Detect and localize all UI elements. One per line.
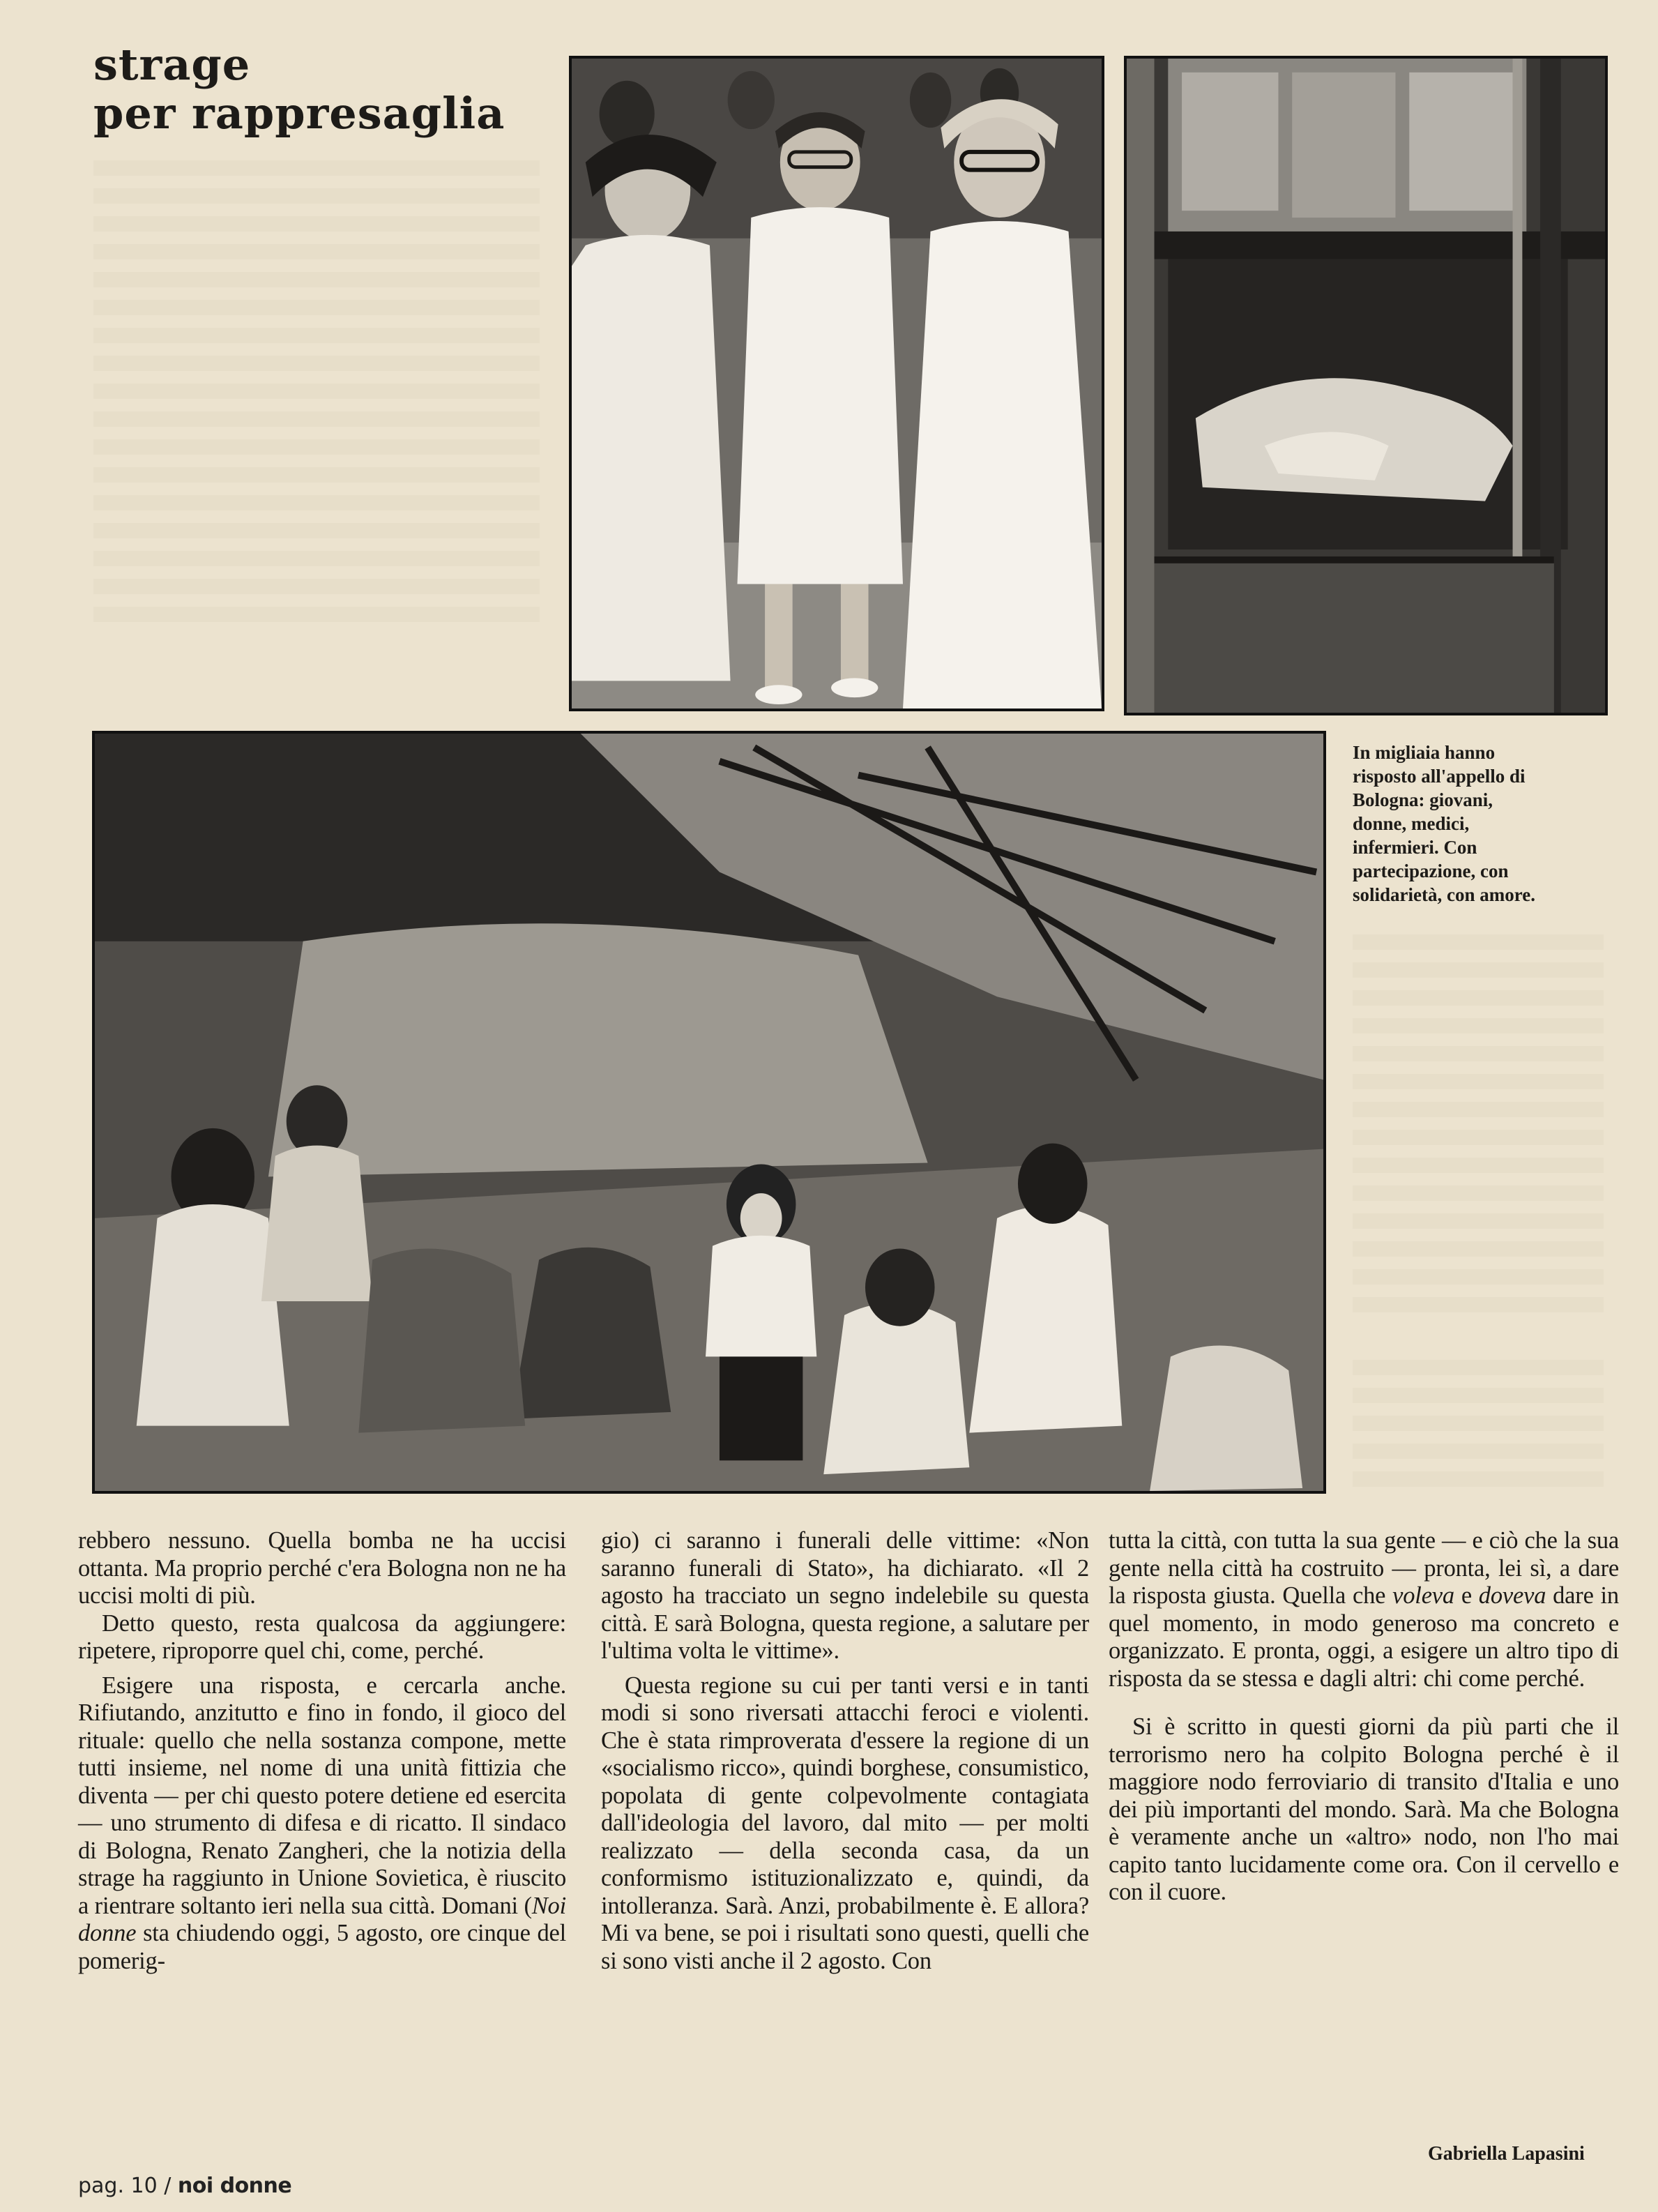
text-run: tutta la città, con tutta la sua gente — e ciò che la sua gente nella città ha costruito — pronta, lei sì, a dare la risposta giusta. Quella che [1109,1527,1619,1609]
text-run: Esigere una risposta, e cercarla anche. Rifiutando, anzitutto e fino in fondo, il gioco del rituale: quello che nella sostanza compone, mette tutti insieme, nel nome di una unità fittizia che diventa — per chi questo potere detiene ed esercita — uno strumento di difesa e di ricatto. Il sindaco di Bologna, Renato Zangheri, che la notizia della strage ha raggiunto in Unione Sovietica, è riuscito a rientrare soltanto ieri nella sua città. Domani ( [78,1672,566,1919]
caption-line: Bologna: giovani, [1353,789,1493,810]
caption-line: donne, medici, [1353,813,1470,834]
photo-caption [1353,741,1597,907]
caption-line: risposto all'appello di [1353,766,1526,787]
train-photo-art [1127,59,1605,713]
nurses-photo-art [572,59,1102,709]
italic-word: doveva [1478,1582,1546,1609]
rescue-photo-art [95,734,1323,1491]
caption-line: In migliaia hanno [1353,742,1496,763]
page-number: pag. 10 / [78,2174,172,2198]
paragraph [1109,1527,1619,1692]
page-footer [78,2174,291,2198]
nurses-photo [569,56,1104,711]
text-run: e [1454,1582,1479,1609]
show-through-right [1353,934,1604,1318]
paragraph: Questa regione su cui per tanti versi e in tanti modi si sono riversati attacchi feroci e violenti. Che è stata rimproverata d'essere la regione di un «socialismo ricco», quindi borghese, consumistico, popolata di gente colpevolmente contagiata dall'ideologia del lavoro, dal mito — per molti realizzato — della seconda casa, da un conformismo istituzionalizzato e, quindi, da intolleranza. Sarà. Anzi, probabilmente è. E allora? Mi va bene, se poi i risultati sono questi, quelli che si sono visti anche il 2 agosto. Con [601,1672,1089,1974]
caption-line: partecipazione, con [1353,861,1509,881]
paragraph: Si è scritto in questi giorni da più parti che il terrorismo nero ha colpito Bologna perché è il maggiore nodo ferroviario di transito d'Italia e uno dei più importanti del mondo. Sarà. Ma che Bologna è veramente anche un «altro» nodo, non l'ho mai capito tanto lucidamente come ora. Con il cervello e con il cuore. [1109,1713,1619,1905]
rescue-photo [92,731,1326,1494]
caption-line: infermieri. Con [1353,837,1477,858]
paragraph: Detto questo, resta qualcosa da aggiungere: ripetere, riproporre quel chi, come, perché. [78,1609,566,1664]
article-column-2 [601,1527,1089,1975]
paragraph: gio) ci saranno i funerali delle vittime: «Non saranno funerali di Stato», ha dichiarato. «Il 2 agosto ha tracciato un segno indelebile su questa città. E sarà Bologna, questa regione, a salutare per l'ultima volta le vittime». [601,1527,1089,1664]
train-photo [1124,56,1608,715]
magazine-name-italic: Noi donne [78,1892,566,1946]
author-signature: Gabriella Lapasini [1428,2143,1585,2165]
italic-word: voleva [1392,1582,1454,1609]
show-through-left [93,160,540,635]
paragraph [78,1672,566,1976]
title-line-1: strage [93,39,251,90]
show-through-right-lower [1353,1360,1604,1499]
title-line-2: per rappresaglia [93,88,505,139]
text-run: dare in quel momento, in modo generoso ma concreto e organizzato. E pronta, oggi, a esigere un altro tipo di risposta da se stessa e dagli altri: chi come perché. [1109,1582,1619,1692]
text-run: sta chiudendo oggi, 5 agosto, ore cinque del pomerig- [78,1920,566,1974]
article-column-1 [78,1527,566,1975]
caption-line: solidarietà, con amore. [1353,884,1535,905]
article-column-3 [1109,1527,1619,1907]
paragraph: rebbero nessuno. Quella bomba ne ha uccisi ottanta. Ma proprio perché c'era Bologna non ne ha uccisi molti di più. [78,1527,566,1609]
article-title [93,40,554,138]
magazine-name: noi donne [177,2174,292,2198]
